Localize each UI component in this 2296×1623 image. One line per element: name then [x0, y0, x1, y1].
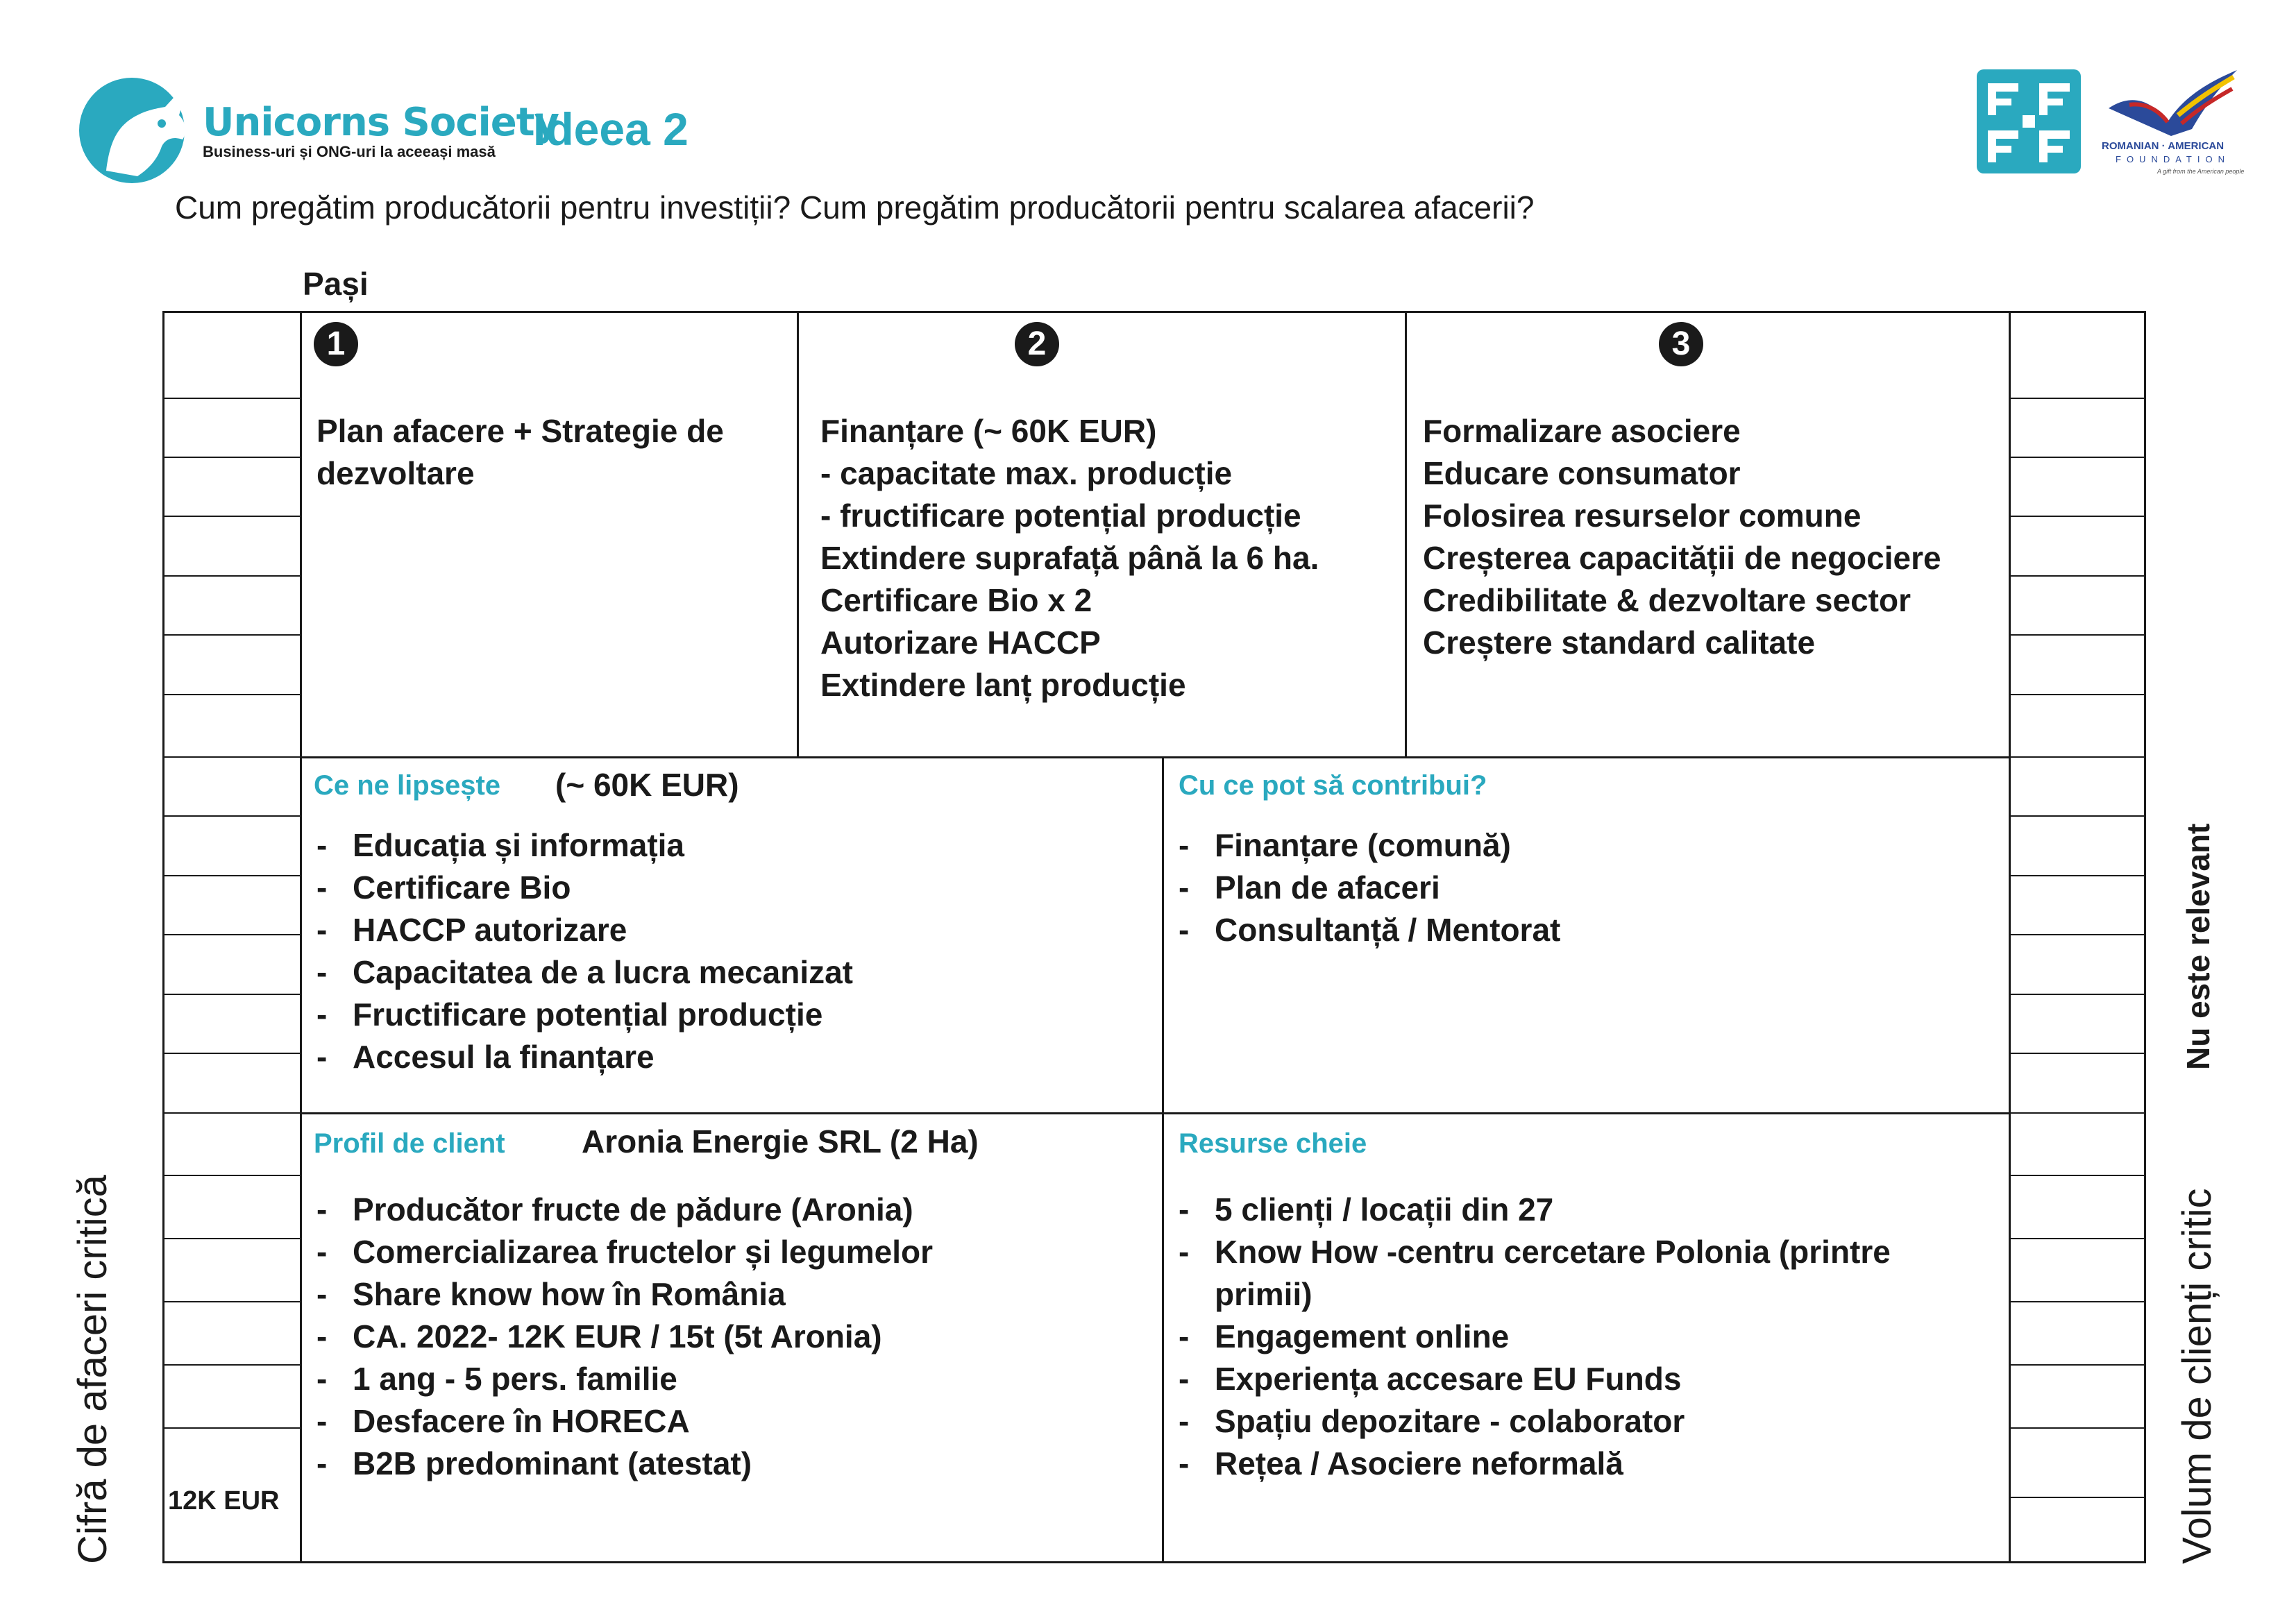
list-item: - Consultanță / Mentorat — [1179, 909, 1560, 951]
list-item: - HACCP autorizare — [316, 909, 853, 951]
list-item: - Experiența accesare EU Funds — [1179, 1358, 1991, 1400]
right-axis-label: Volum de clienți critic — [2175, 1188, 2220, 1564]
steps-label: Pași — [303, 266, 369, 302]
logo-tagline: Business-uri și ONG-uri la aceeași masă — [203, 143, 496, 160]
list-item: - Desfacere în HORECA — [316, 1400, 933, 1443]
missing-list — [316, 824, 853, 1078]
list-item: - Accesul la finanțare — [316, 1036, 853, 1078]
step-1-number: 1 — [314, 322, 358, 366]
list-item: - Engagement online — [1179, 1316, 1991, 1358]
list-item: - Finanțare (comună) — [1179, 824, 1560, 867]
partner-tagline: A gift from the American people — [2157, 168, 2245, 175]
list-item: - Producător fructe de pădure (Aronia) — [316, 1189, 933, 1231]
contribute-title: Cu ce pot să contribui? — [1179, 770, 1487, 801]
right-scale-note: Nu este relevant — [2180, 823, 2216, 1070]
partner-logo-line-2: FOUNDATION — [2116, 154, 2230, 164]
romanian-american-foundation-logo — [2102, 67, 2245, 178]
step-2-number: 2 — [1015, 322, 1059, 366]
list-item: - Capacitatea de a lucra mecanizat — [316, 951, 853, 994]
contribute-list — [1179, 824, 1560, 951]
key-resources-title: Resurse cheie — [1179, 1128, 1367, 1159]
client-profile-list — [316, 1189, 933, 1485]
logo-name: Unicorns Society — [203, 100, 559, 145]
eagle-flag-icon — [2102, 67, 2240, 143]
list-item: - Plan de afaceri — [1179, 867, 1560, 909]
list-item: - CA. 2022- 12K EUR / 15t (5t Aronia) — [316, 1316, 933, 1358]
client-name: Aronia Energie SRL (2 Ha) — [582, 1123, 979, 1159]
fff-grid-icon — [1977, 69, 2081, 173]
list-item: - Share know how în România — [316, 1273, 933, 1316]
fff-logo — [1977, 69, 2081, 173]
left-axis-label: Cifră de afaceri critică — [70, 1175, 115, 1564]
list-item: - Spațiu depozitare - colaborator — [1179, 1400, 1991, 1443]
list-item: - Certificare Bio — [316, 867, 853, 909]
step-3-text: Formalizare asociere Educare consumator Folosirea resurselor comune Creșterea capacității de negociere Credibilitate & dezvoltare sector Creștere standard calitate — [1423, 413, 1941, 661]
key-resources-list — [1179, 1189, 1991, 1485]
list-item: - 5 clienți / locații din 27 — [1179, 1189, 1991, 1231]
client-profile-title: Profil de client — [314, 1128, 505, 1159]
list-item: - Fructificare potențial producție — [316, 994, 853, 1036]
step-1-text: Plan afacere + Strategie de dezvoltare — [316, 413, 724, 491]
list-item: - 1 ang - 5 pers. familie — [316, 1358, 933, 1400]
left-scale-value: 12K EUR — [168, 1486, 280, 1515]
list-item: - Comercializarea fructelor și legumelor — [316, 1231, 933, 1273]
missing-title: Ce ne lipsește — [314, 770, 501, 801]
step-2-text: Finanțare (~ 60K EUR) - capacitate max. producție - fructificare potențial producție Extindere suprafață până la 6 ha. Certificare Bio x 2 Autorizare HACCP Extindere lanț producție — [820, 413, 1319, 703]
partner-logo-line-1: ROMANIAN · AMERICAN — [2102, 140, 2225, 152]
main-question: Cum pregătim producătorii pentru investiții? Cum pregătim producătorii pentru scalarea afacerii? — [175, 189, 1535, 226]
list-item: - Know How -centru cercetare Polonia (printre primii) — [1179, 1231, 1991, 1316]
list-item: - Rețea / Asociere neformală — [1179, 1443, 1991, 1485]
list-item: - Educația și informația — [316, 824, 853, 867]
missing-amount: (~ 60K EUR) — [555, 767, 739, 803]
list-item: - B2B predominant (atestat) — [316, 1443, 933, 1485]
idea-title: Ideea 2 — [533, 103, 689, 155]
step-3-number: 3 — [1659, 322, 1703, 366]
